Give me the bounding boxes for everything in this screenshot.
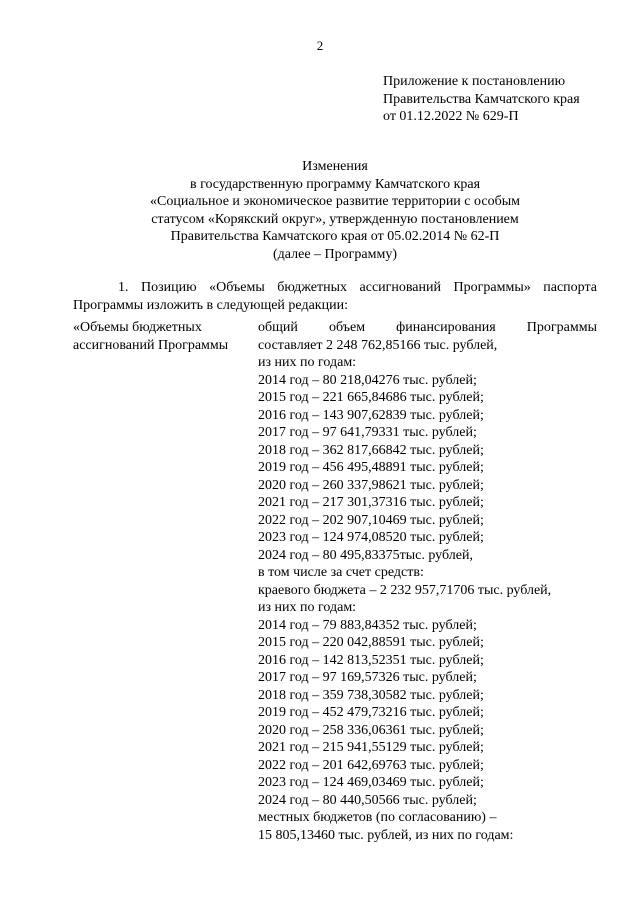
paragraph-line: Программы изложить в следующей редакции: [73,297,348,313]
year-line: 2019 год – 452 479,73216 тыс. рублей; [258,705,484,720]
label-line: ассигнований Программы [73,337,229,353]
year-line: 2015 год – 220 042,88591 тыс. рублей; [258,635,484,650]
document-heading [70,158,600,263]
funding-total-line: из них по годам: [258,355,357,370]
regional-budget-line: краевого бюджета – 2 232 957,71706 тыс. рублей, [258,582,552,598]
year-line: 2020 год – 258 336,06361 тыс. рублей; [258,722,484,738]
year-line: 2022 год – 202 907,10469 тыс. рублей; [258,512,484,528]
funding-total-line: составляет 2 248 762,85166 тыс. рублей, [258,337,498,353]
sources-line: в том числе за счет средств: [258,565,424,580]
heading-line: Изменения [302,159,368,174]
year-line: 2016 год – 143 907,62839 тыс. рублей; [258,407,484,423]
year-line: 2024 год – 80 440,50566 тыс. рублей; [258,792,477,808]
year-line: 2018 год – 359 738,30582 тыс. рублей; [258,687,484,703]
appendix-block [383,73,580,126]
funding-total-line: общий объем финансирования Программы [258,320,597,335]
year-line: 2023 год – 124 469,03469 тыс. рублей; [258,775,484,790]
year-line: 2017 год – 97 169,57326 тыс. рублей; [258,670,477,685]
page-number: 2 [316,38,324,53]
local-budget-line: 15 805,13460 тыс. рублей, из них по годам: [258,827,514,843]
heading-line: статусом «Корякский округ», утвержденную постановлением [151,211,519,227]
appendix-line: Приложение к постановлению [383,74,566,89]
year-line: 2015 год – 221 665,84686 тыс. рублей; [258,390,484,405]
year-line: 2018 год – 362 817,66842 тыс. рублей; [258,442,484,458]
appendix-line: Правительства Камчатского края [383,91,580,107]
regional-budget-line: из них по годам: [258,600,357,615]
label-line: «Объемы бюджетных [73,320,202,335]
heading-line: «Социальное и экономическое развитие территории с особым [150,194,520,209]
year-line: 2019 год – 456 495,48891 тыс. рублей; [258,460,484,475]
table-value-cell [258,319,597,844]
year-line: 2017 год – 97 641,79331 тыс. рублей; [258,425,477,440]
year-line: 2021 год – 217 301,37316 тыс. рублей; [258,495,484,510]
year-line: 2014 год – 79 883,84352 тыс. рублей; [258,617,477,633]
item-paragraph [73,279,597,314]
heading-line: (далее – Программу) [273,246,397,262]
total-years-list [258,372,597,565]
regional-years-list [258,617,597,810]
year-line: 2020 год – 260 337,98621 тыс. рублей; [258,477,484,493]
year-line: 2024 год – 80 495,83375тыс. рублей, [258,547,473,563]
heading-line: в государственную программу Камчатского края [189,176,481,192]
table-label-cell [73,319,253,354]
year-line: 2014 год – 80 218,04276 тыс. рублей; [258,372,477,388]
paragraph-line: 1. Позицию «Объемы бюджетных ассигнований Программы» паспорта [118,280,597,295]
appendix-line: от 01.12.2022 № 629-П [383,109,519,124]
year-line: 2021 год – 215 941,55129 тыс. рублей; [258,740,484,755]
year-line: 2016 год – 142 813,52351 тыс. рублей; [258,652,484,668]
local-budget-line: местных бюджетов (по согласованию) – [258,810,497,825]
year-line: 2023 год – 124 974,08520 тыс. рублей; [258,530,484,545]
year-line: 2022 год – 201 642,69763 тыс. рублей; [258,757,484,773]
heading-line: Правительства Камчатского края от 05.02.2014 № 62-П [170,229,500,244]
